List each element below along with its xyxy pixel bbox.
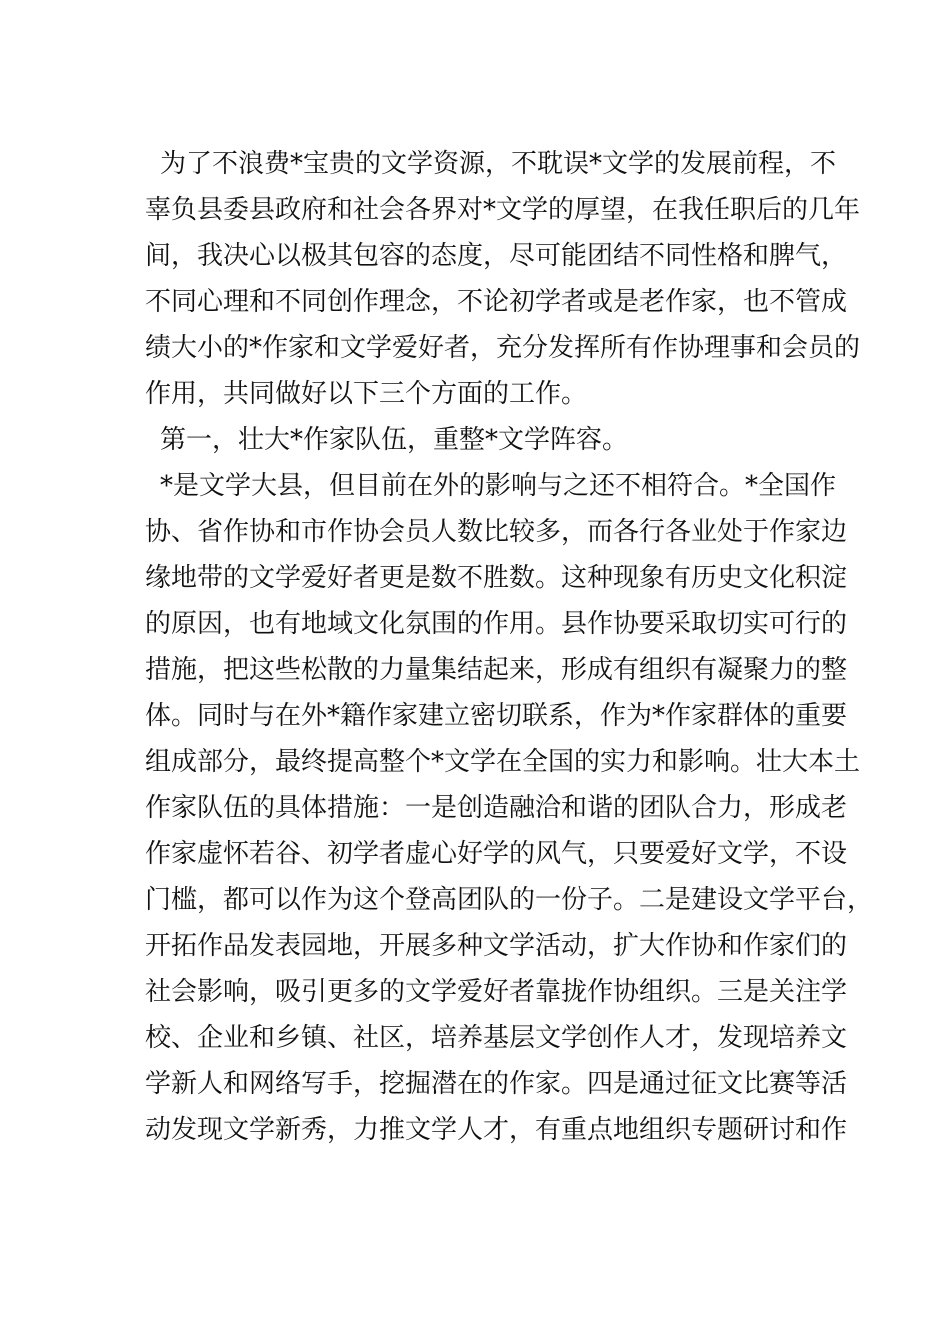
- paragraph-3-line-10: 门槛，都可以作为这个登高团队的一份子。二是建设文学平台，: [145, 885, 874, 915]
- paragraph-1-line-6: 作用，共同做好以下三个方面的工作。: [145, 379, 588, 409]
- paragraph-1-line-2: 辜负县委县政府和社会各界对*文学的厚望，在我任职后的几年: [145, 195, 861, 225]
- paragraph-3-line-2: 协、省作协和市作协会员人数比较多，而各行各业处于作家边: [145, 517, 848, 547]
- paragraph-3-line-5: 措施，把这些松散的力量集结起来，形成有组织有凝聚力的整: [145, 655, 848, 685]
- paragraph-3-line-1: *是文学大县，但目前在外的影响与之还不相符合。*全国作: [160, 471, 837, 501]
- paragraph-3-line-8: 作家队伍的具体措施：一是创造融洽和谐的团队合力，形成老: [145, 793, 848, 823]
- paragraph-3-line-3: 缘地带的文学爱好者更是数不胜数。这种现象有历史文化积淀: [145, 563, 848, 593]
- paragraph-3-line-7: 组成部分，最终提高整个*文学在全国的实力和影响。壮大本土: [145, 747, 861, 777]
- paragraph-1-line-1: 为了不浪费*宝贵的文学资源，不耽误*文学的发展前程，不: [160, 149, 837, 179]
- paragraph-3-line-13: 校、企业和乡镇、社区，培养基层文学创作人才，发现培养文: [145, 1023, 848, 1053]
- paragraph-3-line-9: 作家虚怀若谷、初学者虚心好学的风气，只要爱好文学，不设: [145, 839, 848, 869]
- paragraph-3-line-4: 的原因，也有地域文化氛围的作用。县作协要采取切实可行的: [145, 609, 848, 639]
- paragraph-1-line-5: 绩大小的*作家和文学爱好者，充分发挥所有作协理事和会员的: [145, 333, 861, 363]
- paragraph-3-line-15: 动发现文学新秀，力推文学人才，有重点地组织专题研讨和作: [145, 1115, 848, 1145]
- paragraph-3-line-6: 体。同时与在外*籍作家建立密切联系，作为*作家群体的重要: [145, 701, 848, 731]
- paragraph-3-line-11: 开拓作品发表园地，开展多种文学活动，扩大作协和作家们的: [145, 931, 848, 961]
- paragraph-1-line-3: 间，我决心以极其包容的态度，尽可能团结不同性格和脾气，: [145, 241, 848, 271]
- section-heading: 第一，壮大*作家队伍，重整*文学阵容。: [160, 425, 629, 455]
- paragraph-3-line-14: 学新人和网络写手，挖掘潜在的作家。四是通过征文比赛等活: [145, 1069, 848, 1099]
- paragraph-3-line-12: 社会影响，吸引更多的文学爱好者靠拢作协组织。三是关注学: [145, 977, 848, 1007]
- paragraph-1-line-4: 不同心理和不同创作理念，不论初学者或是老作家，也不管成: [145, 287, 848, 317]
